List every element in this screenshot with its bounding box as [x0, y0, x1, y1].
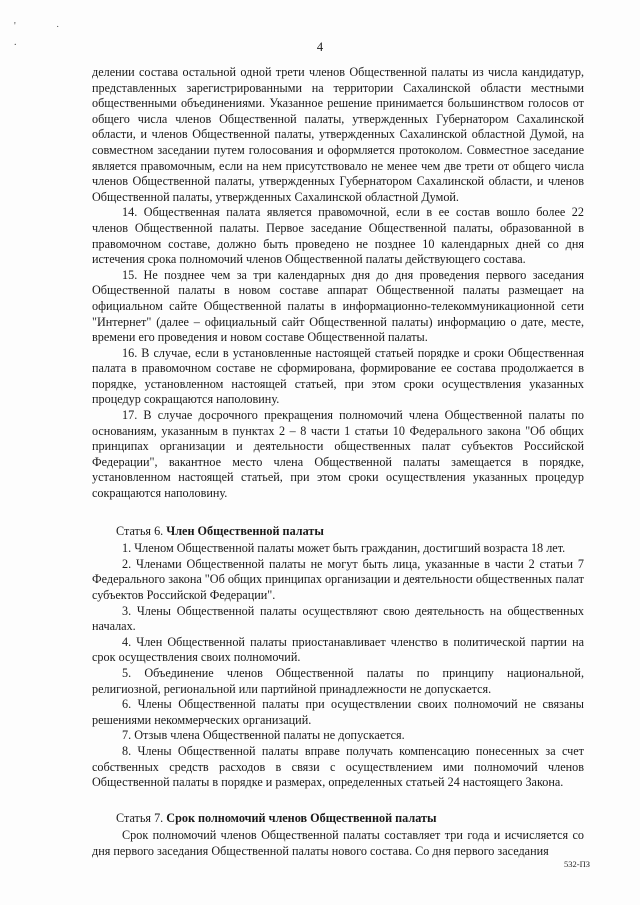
article-6-item-8: 8. Члены Общественной палаты вправе получать компенсацию понесенных за счет собственных средств расходов в связи с осуществлением ими полномочий членов Общественной палаты в порядке и размерах, определенных статьей 24 настоящего Закона. [92, 743, 584, 790]
document-body [92, 65, 584, 860]
article-6-item-7: 7. Отзыв члена Общественной палаты не допускается. [122, 728, 405, 743]
article-7-title: Срок полномочий членов Общественной палаты [166, 810, 437, 825]
scan-artifact-mark: ' [14, 21, 16, 32]
article-6-item-1: 1. Членом Общественной палаты может быть гражданин, достигший возраста 18 лет. [122, 541, 566, 556]
paragraph-item-17: 17. В случае досрочного прекращения полномочий члена Общественной палаты по основаниям, указанным в пунктах 2 – 8 части 1 статьи 10 Федерального закона "Об общих принципах организации и деятельности общественных палат субъектов Российской Федерации", вакантное место члена Общественной палаты замещается в порядке, установленном настоящей статьей, при этом сроки осуществления указанных процедур сокращаются наполовину. [92, 408, 584, 501]
paragraph-item-15: 15. Не позднее чем за три календарных дня до дня проведения первого заседания Общественной палаты в новом составе аппарат Общественной палаты размещает на официальном сайте Общественной палаты в информационно-телекоммуникационной сети "Интернет" (далее – официальный сайт Общественной палаты) информацию о дате, месте, времени его проведения и новом составе Общественной палаты. [92, 267, 584, 345]
article-6-item-3: 3. Члены Общественной палаты осуществляют свою деятельность на общественных началах. [92, 603, 584, 634]
article-6-item-4: 4. Член Общественной палаты приостанавливает членство в политической партии на срок осуществления своих полномочий. [92, 634, 584, 665]
paragraph-item-16: 16. В случае, если в установленные настоящей статьей порядке и сроки Общественная палата в правомочном составе не сформирована, формирование ее состава продолжается в порядке, установленном настоящей статьей, при этом сроки осуществления указанных процедур сокращаются наполовину. [92, 345, 584, 407]
paragraph-continuation: делении состава остальной одной трети членов Общественной палаты из числа кандидатур, представленных зарегистрированными на территории Сахалинской области местными общественными объединениями. Указанное решение принимается большинством голосов от общего числа членов Общественной палаты, утвержденных Губернатором Сахалинской области, и членов Общественной палаты, утвержденных Сахалинской областной Думой, на совместном заседании путем голосования и оформляется протоколом. Совместное заседание является правомочным, если на нем присутствовало не менее чем две трети от общего числа членов Общественной палаты, утвержденных Губернатором Сахалинской области, и членов Общественной палаты, утвержденных Сахалинской областной Думой. [92, 65, 584, 204]
article-6-title: Член Общественной палаты [166, 523, 324, 538]
document-code: 532-ПЗ [564, 859, 590, 869]
article-6-item-2: 2. Членами Общественной палаты не могут быть лица, указанные в части 2 статьи 7 Федерального закона "Об общих принципах организации и деятельности общественных палат субъектов Российской Федерации". [92, 556, 584, 602]
article-6-prefix: Статья 6. [116, 523, 164, 538]
article-6-item-5: 5. Объединение членов Общественной палаты по принципу национальной, религиозной, региональной или партийной принадлежности не допускается. [92, 665, 584, 696]
article-6-item-6: 6. Члены Общественной палаты при осуществлении своих полномочий не связаны решениями некоммерческих организаций. [92, 697, 584, 727]
scan-artifact-mark: . [14, 37, 17, 48]
paragraph-item-14: 14. Общественная палата является правомочной, если в ее состав вошло более 22 членов Общественной палаты. Первое заседание Общественной палаты, образованной в правомочном составе, должно быть проведено не позднее 10 календарных дней со дня истечения срока полномочий членов Общественной палаты действующего состава. [92, 205, 584, 267]
article-7-heading [92, 811, 584, 827]
article-6-heading [92, 524, 584, 540]
article-7-prefix: Статья 7. [116, 810, 164, 825]
page-number: 4 [316, 40, 324, 54]
article-7-item-1: Срок полномочий членов Общественной палаты составляет три года и исчисляется со дня первого заседания Общественной палаты нового состава. Со дня первого заседания [92, 828, 584, 858]
scan-artifact-mark: ˙ [56, 25, 60, 36]
